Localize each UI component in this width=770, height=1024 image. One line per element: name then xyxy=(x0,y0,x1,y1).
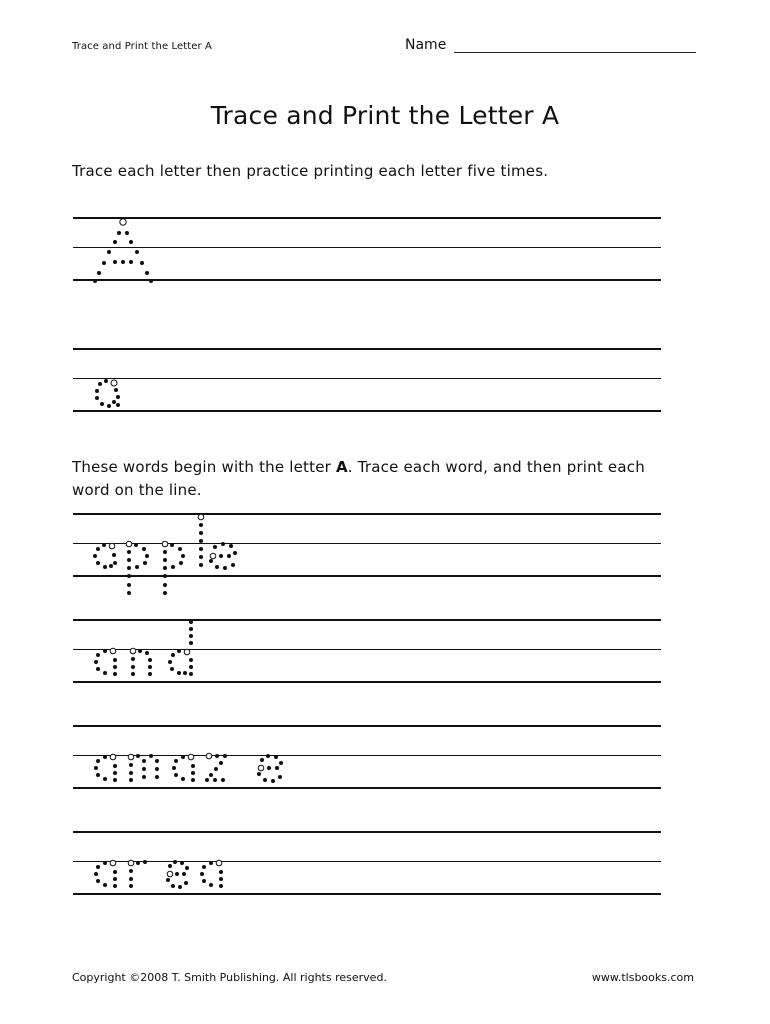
words-instructions: These words begin with the letter A. Trace each word, and then print each word on the line. xyxy=(72,458,645,499)
traced-word-apple xyxy=(73,497,273,607)
traced-word-amaze xyxy=(73,709,313,799)
highlighted-letter: A xyxy=(335,458,348,476)
traced-letter-uppercase-a xyxy=(73,201,193,291)
name-write-line[interactable] xyxy=(454,52,696,53)
traced-letter-lowercase-a xyxy=(73,332,133,422)
letter-instructions: Trace each letter then practice printing each letter five times. xyxy=(72,162,549,180)
top-line xyxy=(73,348,661,350)
base-line xyxy=(73,410,661,412)
page-title: Trace and Print the Letter A xyxy=(210,101,560,130)
practice-row-uppercase-a[interactable] xyxy=(73,217,661,281)
practice-row-apple[interactable] xyxy=(73,513,661,577)
traced-word-area xyxy=(73,815,273,905)
website-link[interactable]: www.tlsbooks.com xyxy=(591,971,694,984)
traced-word-and xyxy=(73,603,223,693)
practice-row-lowercase-a[interactable] xyxy=(73,348,661,412)
practice-row-amaze[interactable] xyxy=(73,725,661,789)
dotted-mid-line xyxy=(73,378,661,379)
practice-row-area[interactable] xyxy=(73,831,661,895)
header-worksheet-title: Trace and Print the Letter A xyxy=(72,41,212,52)
practice-row-and[interactable] xyxy=(73,619,661,683)
copyright-notice: Copyright ©2008 T. Smith Publishing. All rights reserved. xyxy=(72,971,387,984)
name-label: Name xyxy=(405,37,447,53)
name-field[interactable] xyxy=(405,37,697,57)
